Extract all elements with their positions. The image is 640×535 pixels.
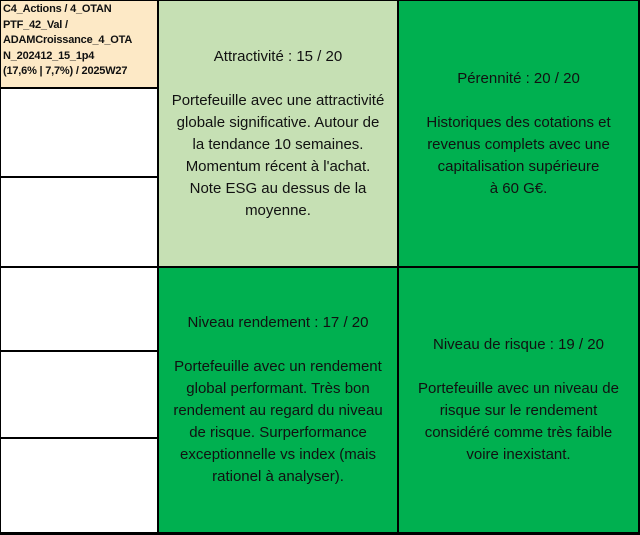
rendement-description: Portefeuille avec un rendement global performant. Très bon rendement au regard du niveau de risque. Surperformance exceptionnelle vs index (mais rationel à analyser). [173, 358, 383, 485]
blank-cell[interactable] [1, 268, 157, 350]
portfolio-label-line: C4_Actions / 4_OTAN [3, 3, 112, 15]
attractivite-title: Attractivité : 15 / 20 [213, 47, 343, 65]
perennite-description: Historiques des cotations et revenus complets avec une capitalisation supérieure à 60 G€. [426, 113, 611, 197]
risque-title: Niveau de risque : 19 / 20 [433, 336, 604, 353]
blank-cell[interactable] [1, 352, 157, 437]
perennite-title: Pérennité : 20 / 20 [457, 69, 580, 87]
portfolio-label-line: PTF_42_Val / [3, 18, 68, 31]
portfolio-label-line: (17,6% | 7,7%) / 2025W27 [3, 65, 128, 77]
blank-cell[interactable] [1, 439, 157, 532]
risque-panel[interactable] [399, 268, 638, 532]
blank-cell[interactable] [1, 178, 157, 266]
rendement-title: Niveau rendement : 17 / 20 [187, 314, 369, 331]
risque-description: Portefeuille avec un niveau de risque sur le rendement considéré comme très faible voire inexistant. [418, 380, 619, 463]
attractivite-panel[interactable] [159, 1, 397, 266]
perennite-panel[interactable] [399, 1, 638, 266]
portfolio-label-line: N_202412_15_1p4 [3, 49, 95, 62]
rendement-panel[interactable] [159, 268, 397, 532]
blank-cell[interactable] [1, 89, 157, 176]
portfolio-label-cell[interactable] [1, 1, 157, 87]
attractivite-description: Portefeuille avec une attractivité globale significative. Autour de la tendance 10 semaines. Momentum récent à l'achat. Note ESG au dessus de la moyenne. [171, 91, 385, 219]
portfolio-label-line: ADAMCroissance_4_OTA [3, 34, 133, 46]
